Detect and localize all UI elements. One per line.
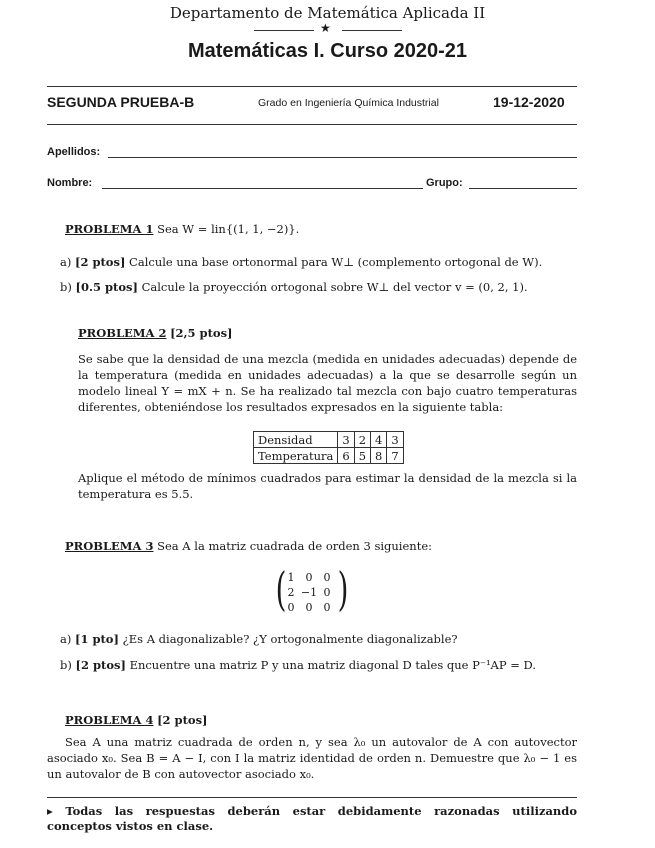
- group-field[interactable]: [469, 188, 577, 189]
- group-label: Grupo:: [426, 177, 463, 189]
- problem-4-points: [2 ptos]: [157, 713, 208, 727]
- matrix-entry: 0: [323, 571, 331, 584]
- problem-3-statement: Sea A la matriz cuadrada de orden 3 siguiente:: [157, 539, 433, 553]
- problem-1-title: PROBLEMA 1: [65, 222, 154, 236]
- exam-date: 19-12-2020: [493, 94, 565, 110]
- part-text: ¿Es A diagonalizable? ¿Y ortogonalmente diagonalizable?: [122, 632, 458, 646]
- matrix-left-paren: (: [275, 562, 287, 616]
- table-cell: 3: [338, 432, 354, 448]
- matrix-entry: 0: [305, 571, 313, 584]
- table-cell: 7: [387, 448, 403, 464]
- ornament-line-right: [342, 30, 402, 31]
- table-cell: 6: [338, 448, 354, 464]
- matrix-entry: 0: [305, 601, 313, 614]
- table-row-label: Temperatura: [254, 448, 338, 464]
- matrix-entry: 0: [323, 586, 331, 599]
- problem-1-statement: Sea W = lin{(1, 1, −2)}.: [157, 222, 300, 236]
- title-ornament: [254, 21, 402, 36]
- part-points: [0.5 ptos]: [75, 280, 138, 294]
- header-rule-bottom: [47, 124, 577, 125]
- problem-3-part-b: [60, 657, 577, 673]
- matrix-right-paren: ): [337, 562, 349, 616]
- part-points: [2 ptos]: [75, 658, 126, 672]
- part-label: a): [60, 632, 72, 646]
- problem-2-text: Se sabe que la densidad de una mezcla (medida en unidades adecuadas) depende de la temperatura (medida en unidades adecuadas) a la que se desarrolle según un modelo lineal Y = mX + n. Se ha realizado tal mezcla con bajo cuatro temperaturas diferentes, obteniéndose los resultados expresados en la siguiente tabla:: [78, 352, 577, 414]
- department-name: Departamento de Matemática Aplicada II: [169, 4, 486, 22]
- part-text: Calcule una base ortonormal para W⊥ (complemento ortogonal de W).: [129, 255, 543, 269]
- part-label: a): [60, 255, 72, 269]
- part-label: b): [60, 658, 72, 672]
- problem-2-title: PROBLEMA 2: [78, 326, 167, 340]
- matrix-entries: [282, 570, 336, 615]
- problem-4-title: PROBLEMA 4: [65, 713, 154, 727]
- ornament-line-left: [254, 30, 314, 31]
- problem-1-part-a: [60, 254, 577, 270]
- matrix-a: [275, 562, 349, 616]
- surname-label: Apellidos:: [47, 146, 101, 158]
- table-cell: 3: [387, 432, 403, 448]
- problem-2-header: [78, 325, 577, 341]
- part-text: Encuentre una matriz P y una matriz diagonal D tales que P⁻¹AP = D.: [129, 658, 537, 672]
- part-text: Calcule la proyección ortogonal sobre W⊥ del vector v = (0, 2, 1).: [141, 280, 528, 294]
- table-cell: 4: [371, 432, 387, 448]
- table-row-label: Densidad: [254, 432, 338, 448]
- footer-note: ▸ Todas las respuestas deberán estar debidamente razonadas utilizando conceptos vistos en clase.: [47, 804, 577, 833]
- problem-4-header: [65, 712, 577, 728]
- part-points: [2 ptos]: [75, 255, 126, 269]
- matrix-entry: 2: [287, 586, 295, 599]
- star-icon: ★: [320, 21, 331, 35]
- table-cell: 5: [354, 448, 370, 464]
- problem-4-text: Sea A una matriz cuadrada de orden n, y sea λ₀ un autovalor de A con autovector asociado x₀. Sea B = A − I, con I la matriz identidad de orden n. Demuestre que λ₀ − 1 es un autovalor de B con autovector asociado x₀.: [47, 735, 577, 781]
- problem-3-header: [65, 538, 577, 554]
- table-cell: 8: [371, 448, 387, 464]
- problem-1-header: [65, 221, 577, 237]
- problem-3-title: PROBLEMA 3: [65, 539, 154, 553]
- matrix-entry: 0: [287, 601, 295, 614]
- surname-field[interactable]: [108, 157, 577, 158]
- matrix-entry: 1: [287, 571, 295, 584]
- name-label: Nombre:: [47, 177, 93, 189]
- problem-2-question: Aplique el método de mínimos cuadrados para estimar la densidad de la mezcla si la temperatura es 5.5.: [78, 471, 577, 501]
- exam-name: SEGUNDA PRUEBA-B: [47, 94, 195, 110]
- problem-3-part-a: [60, 631, 577, 647]
- course-title: Matemáticas I. Curso 2020-21: [187, 40, 468, 62]
- footer-rule: [47, 797, 577, 798]
- problem-2-points: [2,5 ptos]: [170, 326, 233, 340]
- degree-name: Grado en Ingeniería Química Industrial: [258, 97, 439, 109]
- part-label: b): [60, 280, 72, 294]
- matrix-entry: −1: [300, 586, 318, 599]
- part-points: [1 pto]: [75, 632, 119, 646]
- data-table: [253, 431, 404, 464]
- problem-1-part-b: [60, 279, 577, 295]
- header-rule-top: [47, 86, 577, 87]
- table-row: [254, 448, 404, 464]
- table-row: [254, 432, 404, 448]
- matrix-entry: 0: [323, 601, 331, 614]
- name-field[interactable]: [102, 188, 423, 189]
- table-cell: 2: [354, 432, 370, 448]
